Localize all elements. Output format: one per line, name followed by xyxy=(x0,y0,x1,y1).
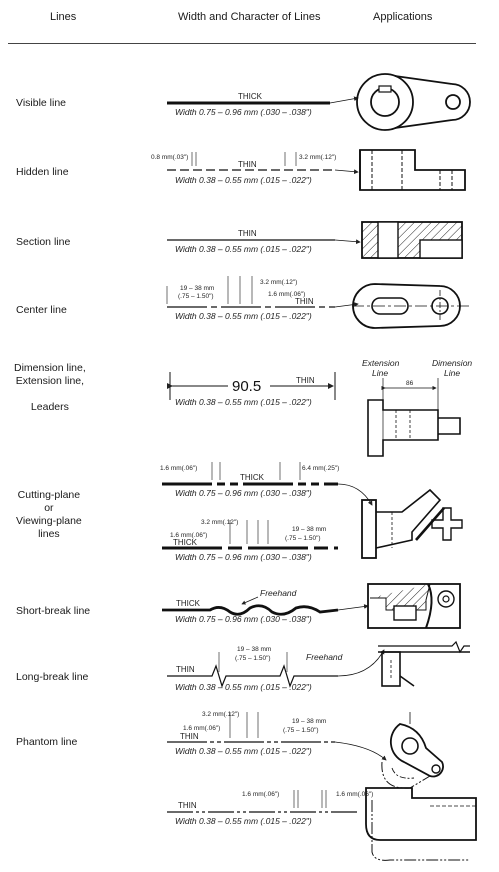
column-header-width: Width and Character of Lines xyxy=(178,11,321,23)
cutting-plane-sample-2 xyxy=(162,519,338,562)
row-label-cutting-plane-1: Cutting-plane xyxy=(17,489,81,501)
row-label-dimension-line-4: Leaders xyxy=(30,401,69,413)
cutting-plane-dim-gap: 1.6 mm(.06") xyxy=(160,465,198,472)
phantom-line-application xyxy=(382,712,443,788)
cutting-plane-sample-1 xyxy=(160,462,339,498)
phantom-line-2-width-text: Width 0.38 – 0.55 mm (.015 – .022") xyxy=(175,816,312,826)
row-label-visible-line: Visible line xyxy=(16,97,67,109)
cutting-plane-width-text-2: Width 0.75 – 0.96 mm (.030 – .038") xyxy=(175,552,312,562)
center-line-width-text: Width 0.38 – 0.55 mm (.015 – .022") xyxy=(175,311,312,321)
dimension-line-width-text: Width 0.38 – 0.55 mm (.015 – .022") xyxy=(175,397,312,407)
row-label-section-line: Section line xyxy=(16,236,71,248)
row-label-short-break: Short-break line xyxy=(16,605,91,617)
section-line-width-text: Width 0.38 – 0.55 mm (.015 – .022") xyxy=(175,244,312,254)
visible-line-application xyxy=(357,74,470,130)
column-header-lines: Lines xyxy=(50,11,77,23)
phantom-line-sample-2 xyxy=(167,790,373,826)
long-break-dim-inch: (.75 – 1.50") xyxy=(235,655,271,662)
cutting-plane-dim-dash: 3.2 mm(.12") xyxy=(201,519,239,526)
long-break-application xyxy=(378,642,470,686)
cutting-plane-dim-range-inch: (.75 – 1.50") xyxy=(285,535,321,542)
cutting-plane-dim-long: 6.4 mm(.25") xyxy=(302,465,340,472)
long-break-sample xyxy=(167,646,384,692)
row-label-hidden-line: Hidden line xyxy=(16,166,69,178)
cutting-plane-width-text-1: Width 0.75 – 0.96 mm (.030 – .038") xyxy=(175,488,312,498)
center-line-application xyxy=(352,284,470,328)
cutting-plane-application xyxy=(338,484,462,558)
short-break-sample xyxy=(162,588,368,624)
section-line-thin-label: THIN xyxy=(238,229,257,238)
center-line-dim-long: 19 – 38 mm xyxy=(180,285,215,292)
cutting-plane-thick-label-2: THICK xyxy=(173,538,197,547)
dimension-value: 90.5 xyxy=(232,378,262,395)
phantom-line-2-dim-1: 1.6 mm(.06") xyxy=(242,791,280,798)
long-break-dim: 19 – 38 mm xyxy=(237,646,272,653)
center-line-dim-short: 3.2 mm(.12") xyxy=(260,279,298,286)
column-header-applications: Applications xyxy=(373,11,433,23)
section-line-sample xyxy=(167,229,360,254)
phantom-line-2-application xyxy=(366,788,476,860)
row-label-dimension-line-2: Extension line, xyxy=(15,375,85,387)
short-break-thick-label: THICK xyxy=(176,599,200,608)
row-label-dimension-line-1: Dimension line, xyxy=(14,362,86,374)
hidden-line-sample xyxy=(151,152,358,185)
dimension-line-thin-label: THIN xyxy=(296,376,315,385)
cutting-plane-thick-label-1: THICK xyxy=(240,473,264,482)
center-line-dim-long-inch: (.75 – 1.50") xyxy=(178,293,214,300)
hidden-line-width-text: Width 0.38 – 0.55 mm (.015 – .022") xyxy=(175,175,312,185)
hidden-line-thin-label: THIN xyxy=(238,160,257,169)
dimension-line-sample xyxy=(170,372,335,407)
row-label-cutting-plane-3: Viewing-plane xyxy=(16,515,82,527)
phantom-line-width-text: Width 0.38 – 0.55 mm (.015 – .022") xyxy=(175,746,312,756)
row-label-phantom: Phantom line xyxy=(16,736,78,748)
visible-line-thick-label: THICK xyxy=(238,92,262,101)
hidden-line-dim-dash: 3.2 mm(.12") xyxy=(299,154,337,161)
visible-line-sample xyxy=(167,92,358,117)
row-label-cutting-plane-4: lines xyxy=(38,528,60,540)
hidden-line-dim-gap: 0.8 mm(.03") xyxy=(151,154,189,161)
phantom-line-dim-range-inch: (.75 – 1.50") xyxy=(283,727,319,734)
long-break-width-text: Width 0.38 – 0.55 mm (.015 – .022") xyxy=(175,682,312,692)
short-break-freehand: Freehand xyxy=(260,588,297,598)
long-break-thin-label: THIN xyxy=(176,665,195,674)
phantom-line-thin-label: THIN xyxy=(180,732,199,741)
extension-line-label: Extension xyxy=(362,358,400,368)
dimension-line-label: Dimension xyxy=(432,358,473,368)
phantom-line-sample xyxy=(167,711,386,760)
short-break-width-text: Width 0.75 – 0.96 mm (.030 – .038") xyxy=(175,614,312,624)
section-line-application xyxy=(362,222,462,258)
dimension-86: 86 xyxy=(406,380,414,387)
phantom-line-dim-range: 19 – 38 mm xyxy=(292,718,327,725)
row-label-center-line: Center line xyxy=(16,304,67,316)
dimension-line-label-2: Line xyxy=(444,368,461,378)
center-line-sample xyxy=(167,276,358,321)
cutting-plane-dim-range: 19 – 38 mm xyxy=(292,526,327,533)
visible-line-width-text: Width 0.75 – 0.96 mm (.030 – .038") xyxy=(175,107,312,117)
phantom-line-2-thin-label: THIN xyxy=(178,801,197,810)
phantom-line-dim-gap: 1.6 mm(.06") xyxy=(183,725,221,732)
extension-line-label-2: Line xyxy=(372,368,389,378)
short-break-application xyxy=(368,584,460,628)
cutting-plane-dim-gap-2: 1.6 mm(.06") xyxy=(170,532,208,539)
phantom-line-2-dim-2: 1.6 mm(.06") xyxy=(336,791,374,798)
hidden-line-application xyxy=(360,150,465,190)
center-line-thin-label: THIN xyxy=(295,297,314,306)
row-label-long-break: Long-break line xyxy=(16,671,89,683)
center-line-dim-gap: 1.6 mm(.06") xyxy=(268,291,306,298)
long-break-freehand: Freehand xyxy=(306,652,343,662)
row-label-cutting-plane-2: or xyxy=(44,502,54,514)
phantom-line-dim-dash: 3.2 mm(.12") xyxy=(202,711,240,718)
dimension-line-application xyxy=(362,358,472,456)
